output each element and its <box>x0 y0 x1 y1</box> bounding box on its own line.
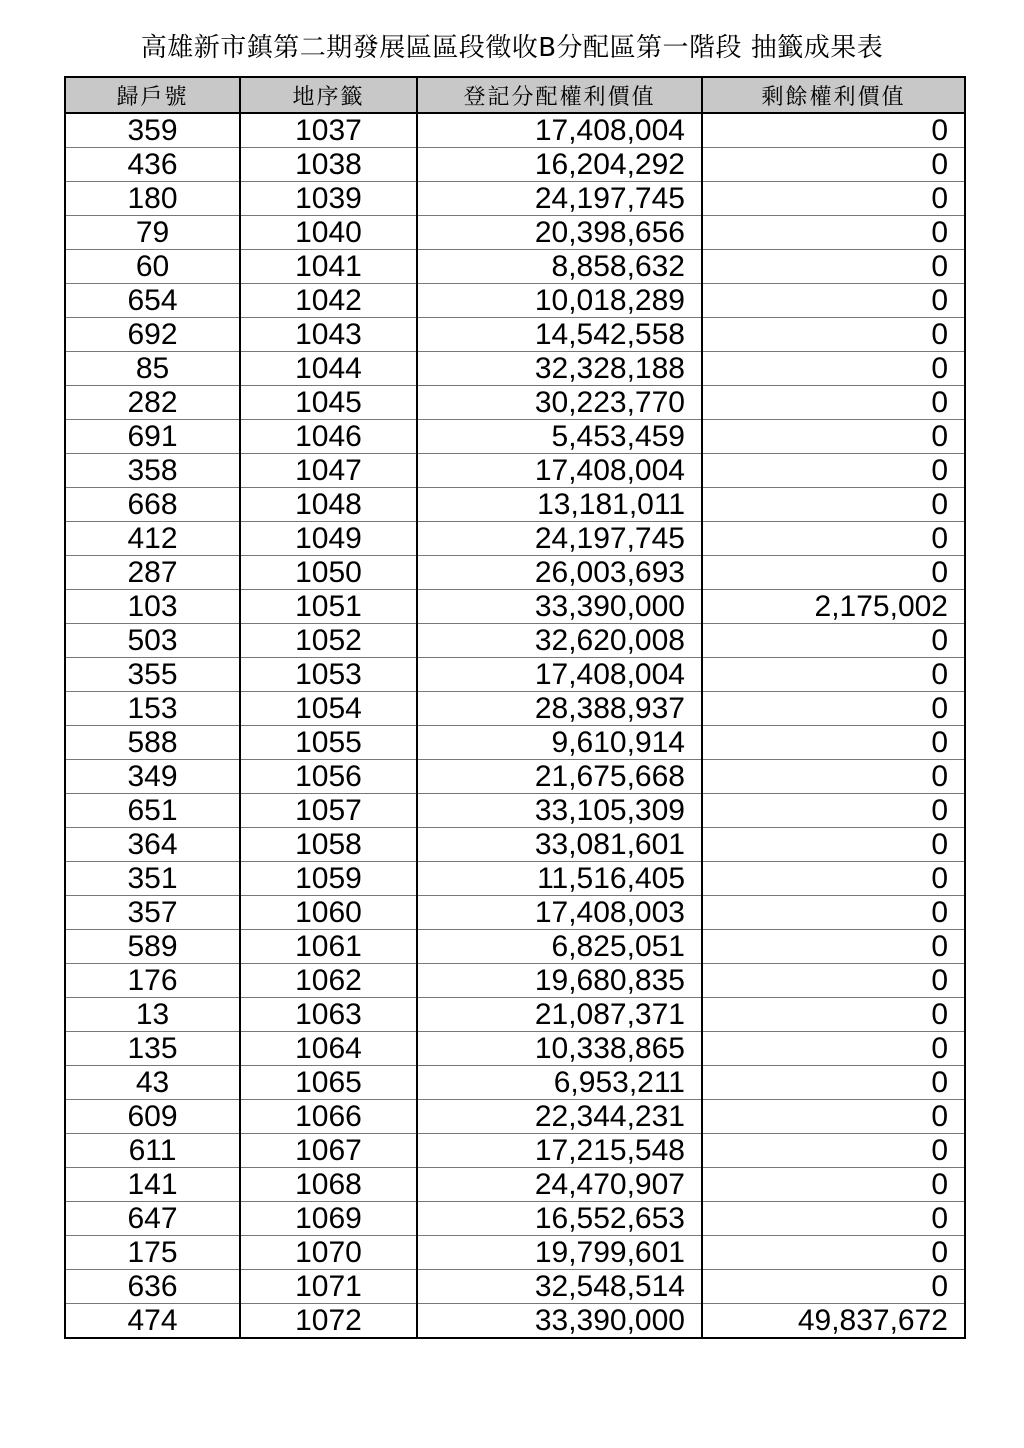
table-header-row <box>65 77 965 113</box>
table-row <box>65 216 965 250</box>
table-row <box>65 964 965 998</box>
table-row <box>65 522 965 556</box>
cell-remaining-value: 0 <box>702 998 965 1032</box>
cell-remaining-value: 49,837,672 <box>702 1304 965 1339</box>
cell-lot-order: 1061 <box>240 930 417 964</box>
cell-lot-order: 1070 <box>240 1236 417 1270</box>
cell-registered-value: 16,552,653 <box>417 1202 702 1236</box>
cell-lot-order: 1046 <box>240 420 417 454</box>
cell-remaining-value: 0 <box>702 284 965 318</box>
cell-remaining-value: 0 <box>702 828 965 862</box>
cell-lot-order: 1071 <box>240 1270 417 1304</box>
cell-registered-value: 8,858,632 <box>417 250 702 284</box>
table-row <box>65 284 965 318</box>
cell-registered-value: 20,398,656 <box>417 216 702 250</box>
cell-lot-order: 1051 <box>240 590 417 624</box>
cell-registered-value: 26,003,693 <box>417 556 702 590</box>
table-row <box>65 113 965 148</box>
table-row <box>65 1236 965 1270</box>
table-row <box>65 182 965 216</box>
cell-household-no: 355 <box>65 658 240 692</box>
table-row <box>65 828 965 862</box>
cell-remaining-value: 0 <box>702 420 965 454</box>
cell-registered-value: 28,388,937 <box>417 692 702 726</box>
cell-household-no: 654 <box>65 284 240 318</box>
cell-registered-value: 11,516,405 <box>417 862 702 896</box>
cell-remaining-value: 0 <box>702 794 965 828</box>
cell-lot-order: 1068 <box>240 1168 417 1202</box>
cell-registered-value: 17,408,004 <box>417 113 702 148</box>
lottery-result-table <box>64 76 966 1339</box>
cell-household-no: 474 <box>65 1304 240 1339</box>
cell-remaining-value: 0 <box>702 556 965 590</box>
cell-lot-order: 1038 <box>240 148 417 182</box>
document-title: 高雄新市鎮第二期發展區區段徵收B分配區第一階段 抽籤成果表 <box>140 33 884 63</box>
table-row <box>65 148 965 182</box>
table-row <box>65 1202 965 1236</box>
table-row <box>65 1168 965 1202</box>
cell-remaining-value: 0 <box>702 454 965 488</box>
cell-registered-value: 21,087,371 <box>417 998 702 1032</box>
cell-remaining-value: 0 <box>702 1236 965 1270</box>
cell-lot-order: 1044 <box>240 352 417 386</box>
table-row <box>65 896 965 930</box>
cell-remaining-value: 0 <box>702 1202 965 1236</box>
cell-lot-order: 1063 <box>240 998 417 1032</box>
cell-registered-value: 16,204,292 <box>417 148 702 182</box>
cell-household-no: 692 <box>65 318 240 352</box>
cell-household-no: 13 <box>65 998 240 1032</box>
cell-registered-value: 32,548,514 <box>417 1270 702 1304</box>
table-row <box>65 1304 965 1339</box>
table-row <box>65 862 965 896</box>
cell-lot-order: 1053 <box>240 658 417 692</box>
header-lot-order: 地序籤 <box>240 77 417 113</box>
table-row <box>65 318 965 352</box>
cell-household-no: 503 <box>65 624 240 658</box>
cell-household-no: 636 <box>65 1270 240 1304</box>
cell-household-no: 43 <box>65 1066 240 1100</box>
cell-remaining-value: 0 <box>702 692 965 726</box>
cell-registered-value: 14,542,558 <box>417 318 702 352</box>
table-row <box>65 624 965 658</box>
cell-lot-order: 1069 <box>240 1202 417 1236</box>
cell-remaining-value: 0 <box>702 862 965 896</box>
table-row <box>65 1100 965 1134</box>
cell-household-no: 135 <box>65 1032 240 1066</box>
cell-remaining-value: 0 <box>702 488 965 522</box>
cell-remaining-value: 0 <box>702 1066 965 1100</box>
cell-lot-order: 1067 <box>240 1134 417 1168</box>
cell-remaining-value: 0 <box>702 113 965 148</box>
cell-household-no: 349 <box>65 760 240 794</box>
cell-registered-value: 32,328,188 <box>417 352 702 386</box>
cell-lot-order: 1037 <box>240 113 417 148</box>
table-row <box>65 454 965 488</box>
cell-household-no: 175 <box>65 1236 240 1270</box>
cell-household-no: 412 <box>65 522 240 556</box>
cell-registered-value: 10,338,865 <box>417 1032 702 1066</box>
header-household-no: 歸戶號 <box>65 77 240 113</box>
cell-remaining-value: 0 <box>702 760 965 794</box>
cell-remaining-value: 0 <box>702 1100 965 1134</box>
cell-lot-order: 1058 <box>240 828 417 862</box>
table-row <box>65 658 965 692</box>
cell-household-no: 176 <box>65 964 240 998</box>
cell-registered-value: 13,181,011 <box>417 488 702 522</box>
cell-lot-order: 1054 <box>240 692 417 726</box>
cell-registered-value: 30,223,770 <box>417 386 702 420</box>
cell-remaining-value: 0 <box>702 182 965 216</box>
cell-remaining-value: 0 <box>702 352 965 386</box>
cell-remaining-value: 0 <box>702 726 965 760</box>
cell-registered-value: 24,470,907 <box>417 1168 702 1202</box>
cell-registered-value: 22,344,231 <box>417 1100 702 1134</box>
table-row <box>65 1066 965 1100</box>
table-row <box>65 930 965 964</box>
cell-lot-order: 1050 <box>240 556 417 590</box>
cell-lot-order: 1048 <box>240 488 417 522</box>
cell-registered-value: 10,018,289 <box>417 284 702 318</box>
cell-registered-value: 19,680,835 <box>417 964 702 998</box>
cell-registered-value: 17,215,548 <box>417 1134 702 1168</box>
cell-household-no: 691 <box>65 420 240 454</box>
table-row <box>65 1134 965 1168</box>
cell-lot-order: 1055 <box>240 726 417 760</box>
cell-lot-order: 1040 <box>240 216 417 250</box>
cell-lot-order: 1064 <box>240 1032 417 1066</box>
cell-registered-value: 17,408,003 <box>417 896 702 930</box>
cell-remaining-value: 0 <box>702 216 965 250</box>
cell-registered-value: 33,081,601 <box>417 828 702 862</box>
cell-lot-order: 1042 <box>240 284 417 318</box>
cell-remaining-value: 0 <box>702 658 965 692</box>
cell-remaining-value: 0 <box>702 624 965 658</box>
cell-household-no: 60 <box>65 250 240 284</box>
cell-registered-value: 17,408,004 <box>417 658 702 692</box>
table-row <box>65 556 965 590</box>
cell-household-no: 357 <box>65 896 240 930</box>
table-row <box>65 760 965 794</box>
header-registered-value: 登記分配權利價值 <box>417 77 702 113</box>
table-body <box>65 113 965 1338</box>
cell-registered-value: 21,675,668 <box>417 760 702 794</box>
cell-household-no: 436 <box>65 148 240 182</box>
cell-household-no: 141 <box>65 1168 240 1202</box>
cell-lot-order: 1043 <box>240 318 417 352</box>
table-row <box>65 590 965 624</box>
table-row <box>65 250 965 284</box>
cell-registered-value: 19,799,601 <box>417 1236 702 1270</box>
table-row <box>65 998 965 1032</box>
cell-remaining-value: 0 <box>702 386 965 420</box>
cell-registered-value: 24,197,745 <box>417 182 702 216</box>
cell-remaining-value: 0 <box>702 1168 965 1202</box>
cell-household-no: 351 <box>65 862 240 896</box>
cell-remaining-value: 0 <box>702 522 965 556</box>
cell-remaining-value: 0 <box>702 964 965 998</box>
cell-lot-order: 1066 <box>240 1100 417 1134</box>
cell-registered-value: 33,390,000 <box>417 1304 702 1339</box>
cell-lot-order: 1052 <box>240 624 417 658</box>
cell-lot-order: 1065 <box>240 1066 417 1100</box>
cell-household-no: 609 <box>65 1100 240 1134</box>
cell-household-no: 359 <box>65 113 240 148</box>
table-row <box>65 386 965 420</box>
cell-registered-value: 24,197,745 <box>417 522 702 556</box>
cell-remaining-value: 2,175,002 <box>702 590 965 624</box>
cell-household-no: 668 <box>65 488 240 522</box>
cell-household-no: 79 <box>65 216 240 250</box>
cell-lot-order: 1057 <box>240 794 417 828</box>
table-row <box>65 352 965 386</box>
cell-household-no: 103 <box>65 590 240 624</box>
table-row <box>65 692 965 726</box>
cell-household-no: 588 <box>65 726 240 760</box>
cell-registered-value: 6,953,211 <box>417 1066 702 1100</box>
cell-household-no: 287 <box>65 556 240 590</box>
cell-registered-value: 32,620,008 <box>417 624 702 658</box>
cell-lot-order: 1059 <box>240 862 417 896</box>
cell-remaining-value: 0 <box>702 1270 965 1304</box>
cell-remaining-value: 0 <box>702 148 965 182</box>
cell-household-no: 589 <box>65 930 240 964</box>
table-row <box>65 488 965 522</box>
cell-registered-value: 6,825,051 <box>417 930 702 964</box>
cell-registered-value: 33,390,000 <box>417 590 702 624</box>
cell-household-no: 611 <box>65 1134 240 1168</box>
cell-household-no: 282 <box>65 386 240 420</box>
cell-remaining-value: 0 <box>702 930 965 964</box>
cell-lot-order: 1045 <box>240 386 417 420</box>
cell-lot-order: 1060 <box>240 896 417 930</box>
cell-household-no: 647 <box>65 1202 240 1236</box>
cell-registered-value: 9,610,914 <box>417 726 702 760</box>
cell-lot-order: 1041 <box>240 250 417 284</box>
cell-lot-order: 1072 <box>240 1304 417 1339</box>
cell-lot-order: 1049 <box>240 522 417 556</box>
cell-household-no: 85 <box>65 352 240 386</box>
cell-household-no: 364 <box>65 828 240 862</box>
cell-remaining-value: 0 <box>702 318 965 352</box>
table-row <box>65 1032 965 1066</box>
header-remaining-value: 剩餘權利價值 <box>702 77 965 113</box>
cell-household-no: 153 <box>65 692 240 726</box>
cell-remaining-value: 0 <box>702 1134 965 1168</box>
cell-remaining-value: 0 <box>702 250 965 284</box>
cell-lot-order: 1047 <box>240 454 417 488</box>
cell-lot-order: 1062 <box>240 964 417 998</box>
cell-remaining-value: 0 <box>702 896 965 930</box>
table-row <box>65 726 965 760</box>
cell-lot-order: 1056 <box>240 760 417 794</box>
table-row <box>65 1270 965 1304</box>
cell-registered-value: 17,408,004 <box>417 454 702 488</box>
cell-household-no: 180 <box>65 182 240 216</box>
cell-household-no: 651 <box>65 794 240 828</box>
cell-household-no: 358 <box>65 454 240 488</box>
cell-remaining-value: 0 <box>702 1032 965 1066</box>
table-row <box>65 794 965 828</box>
cell-lot-order: 1039 <box>240 182 417 216</box>
cell-registered-value: 33,105,309 <box>417 794 702 828</box>
table-row <box>65 420 965 454</box>
cell-registered-value: 5,453,459 <box>417 420 702 454</box>
